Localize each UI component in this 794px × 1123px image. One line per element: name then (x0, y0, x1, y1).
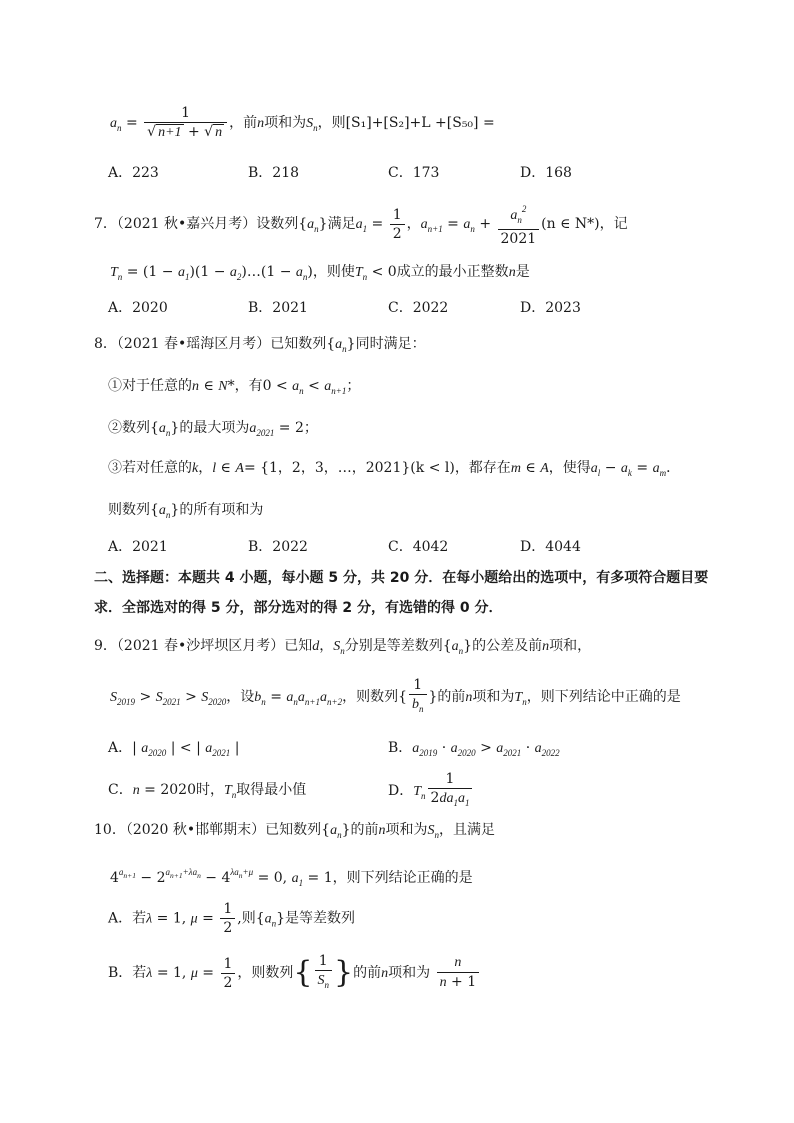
q7-line2-end: 成立的最小正整数 (396, 264, 509, 280)
q9-l2-seq: ，则数列 (342, 689, 399, 705)
q7-option-a[interactable]: A．2020 (108, 300, 168, 316)
q6-option-b[interactable]: B．218 (248, 165, 300, 181)
q9-option-d[interactable]: D．$T_n$ $\frac{1}{2da_1a_1}$ (388, 770, 474, 810)
q10-opt-a-half: $\frac{1}{2}$ (220, 900, 235, 937)
q6-option-a[interactable]: A．223 (108, 165, 159, 181)
q9-option-c[interactable]: C．n = 2020时，$T_n$取得最小值 (108, 782, 307, 800)
q8-stem-line: 8．（2021 春•瑶海区月考）已知数列$\{a_n\}$同时满足： (94, 336, 426, 354)
q6-fraction: $\frac{1}{√ n+1 + √ n}$ (144, 104, 227, 142)
q10-mid: 的前 (350, 822, 379, 838)
q9-option-a[interactable]: A．| $a_{2020}$ | < | $a_{2021}$ | (108, 740, 240, 758)
q9-end: 的公差及前 (472, 638, 543, 654)
q8-c3-end: ，使得 (548, 460, 591, 476)
q10-opt-b-half: $\frac{1}{2}$ (221, 955, 236, 992)
q8-c3-mid2: ，都存在 (454, 460, 511, 476)
q8-option-c[interactable]: C．4042 (388, 539, 449, 555)
q6-text-mid: 项和为 (264, 115, 307, 131)
q9-opt-b-label: B． (388, 740, 413, 756)
q8-c1-mid: ，有 (234, 378, 263, 394)
q8-condition-3: ③若对任意的k，l ∈ A= {1，2，3，…，2021}(k < l)，都存在m ∈ A，使得$a_l - a_k = a_m$． (108, 460, 681, 478)
q6-text-post: ，则[S₁]+[S₂]+L +[S₅₀] = (317, 115, 495, 131)
q10-end: ，且满足 (439, 822, 495, 838)
q8-c2-pre: ②数列 (108, 420, 150, 436)
q10-opt-a-then: 则 (241, 910, 256, 927)
q10-head: 10．（2020 秋•邯郸期末）已知数列 (94, 822, 322, 838)
q8-c4-end: 的所有项和为 (179, 502, 264, 518)
q8-condition-4: 则数列$\{a_n\}$的所有项和为 (108, 502, 264, 520)
section-2-heading: 二、选择题：本题共 4 小题，每小题 5 分，共 20 分．在每小题给出的选项中，有多项符合题目要 (94, 570, 709, 586)
q8-c2-mid: 的最大项为 (179, 420, 250, 436)
q7-head: 7．（2021 秋•嘉兴月考）设数列 (94, 216, 299, 232)
q8-c4-pre: 则数列 (108, 502, 150, 518)
q8-c2-end: ； (303, 420, 318, 436)
q8-c3-set: = {1，2，3，…，2021} (243, 460, 411, 476)
q9-l2-end2: 项和为 (472, 689, 515, 705)
q10-mid2: 项和为 (385, 822, 428, 838)
q7-fraction: $\frac{a_n^2}{2021}$ (498, 200, 540, 248)
q9-opt-c-mid: 时， (195, 782, 224, 798)
q8-c2-val: = 2 (274, 420, 304, 436)
q7-line2: $T_n = (1 - a_1)(1$ − $a_2)\dots(1 - a_n)$，则使$T_n < 0$成立的最小正整数n是 (110, 264, 530, 282)
q8-condition-2: ②数列$\{a_n\}$的最大项为$a_{2021} = 2$； (108, 420, 318, 438)
q6-text-pre: ，前 (229, 115, 258, 131)
q7-frac-den: 2021 (500, 231, 537, 247)
q8-condition-1: ①对于任意的n ∈ N*，有$0 < a_n < a_{n+1}$； (108, 378, 361, 396)
q9-opt-d-label: D． (388, 783, 414, 799)
q9-opt-a-label: A． (108, 740, 133, 756)
q9-l2-mid: ，设 (226, 689, 255, 705)
q8-c1-end: ； (346, 378, 361, 394)
q10-stem-line: 10．（2020 秋•邯郸期末）已知数列$\{a_n\}$的前n项和为$S_n$，且满足 (94, 822, 495, 840)
q10-opt-a-end: 是等差数列 (285, 910, 356, 927)
q8-option-a[interactable]: A．2021 (108, 539, 168, 555)
q8-c1-pre: ①对于任意的 (108, 378, 192, 394)
q10-l2-end: ，则下列结论正确的是 (332, 870, 473, 886)
q9-option-b[interactable]: B．$a_{2019} \cdot a_{2020} > a_{2021} \cdot a_{2022}$ (388, 740, 560, 758)
q7-line2-mid: ，则使 (312, 264, 355, 280)
q9-mid: 分别是等差数列 (344, 638, 443, 654)
q8-head-end: 同时满足： (355, 336, 426, 352)
q9-l2-end: 的前 (437, 689, 466, 705)
q10-opt-b-end: 的前 (353, 965, 382, 981)
q6-option-d[interactable]: D．168 (520, 165, 572, 181)
q7-mid: ， (406, 216, 421, 232)
q10-line2: $4^{a_{n+1}} - 2^{a_{n+1}+\lambda a_n} - 4^{\lambda a_n+\mu} = 0$, $a_1 = 1$，则下列结论正确的是 (110, 867, 473, 888)
q8-c3-cond: (k < l) (410, 460, 455, 476)
q10-opt-b-mid: ，则数列 (237, 965, 294, 981)
q10-opt-b-recip: $\frac{1}{S_n}$ (315, 952, 333, 994)
q8-c3-pre: ③若对任意的 (108, 460, 192, 476)
q7-stem-line: 7．（2021 秋•嘉兴月考）设数列$\{a_n\}$满足$a_1$ = $\frac{1}{2}$ ，$a_{n+1} = a_n$ + $\frac{a_n^2}{2021}$ (n ∈ N*)，记 (94, 200, 628, 244)
q10-option-b[interactable]: B．若λ = 1, μ = $\frac{1}{2}$ ，则数列{ $\frac{1}{S_n}$ }的前n项和为 $\frac{n}{n + 1}$ (108, 952, 481, 996)
q7-option-b[interactable]: B．2021 (248, 300, 308, 316)
q9-end2: 项和， (549, 638, 592, 654)
q8-option-b[interactable]: B．2022 (248, 539, 308, 555)
q6-stem-line: $a_n$ = $\frac{1}{√ n+1 + √ n}$ ，前n项和为$S_n$，则[S₁]+[S₂]+L +[S₅₀] = (110, 105, 495, 140)
q7-line2-tail: 是 (515, 264, 530, 280)
q10-option-a[interactable]: A．若λ = 1, μ = $\frac{1}{2}$ ,则$\{a_n\}$是等差数列 (108, 901, 356, 936)
q6-option-c[interactable]: C．173 (388, 165, 440, 181)
q7-cond: (n ∈ N*)，记 (541, 216, 628, 232)
q7-satisfy: 满足 (327, 216, 356, 232)
section-2-heading-cont: 求．全部选对的得 5 分，部分选对的得 2 分，有选错的得 0 分． (94, 600, 503, 616)
q8-head: 8．（2021 春•瑶海区月考）已知数列 (94, 336, 327, 352)
q7-half: $\frac{1}{2}$ (390, 206, 405, 243)
q10-opt-b-end2: 项和为 (388, 965, 431, 981)
q10-opt-b-result: $\frac{n}{n + 1}$ (437, 954, 480, 992)
q9-head: 9．（2021 春•沙坪坝区月考）已知 (94, 638, 313, 654)
q10-opt-a-pre: A．若 (108, 910, 147, 927)
q9-opt-c-label: C． (108, 782, 133, 798)
q9-recip: $\frac{1}{b_n}$ (409, 676, 427, 718)
q7-option-d[interactable]: D．2023 (520, 300, 581, 316)
q9-l2-tail: ，则下列结论中正确的是 (526, 689, 681, 705)
q8-option-d[interactable]: D．4044 (520, 539, 581, 555)
q9-line2: $S_{2019} > S_{2021} > S_{2020}$，设$b_n = a_na_{n+1}a_{n+2}$，则数列{ $\frac{1}{b_n}$ }的前n项和为$T_n$，则下列结论中正确的是 (110, 676, 681, 720)
q7-option-c[interactable]: C．2022 (388, 300, 449, 316)
q9-opt-c-end: 取得最小值 (236, 782, 307, 798)
q9-stem-line: 9．（2021 春•沙坪坝区月考）已知d，$S_n$分别是等差数列$\{a_n\}$的公差及前n项和， (94, 638, 592, 656)
q9-opt-d-fraction: $\frac{1}{2da_1a_1}$ (428, 770, 473, 812)
q10-opt-b-pre: B．若 (108, 965, 147, 981)
